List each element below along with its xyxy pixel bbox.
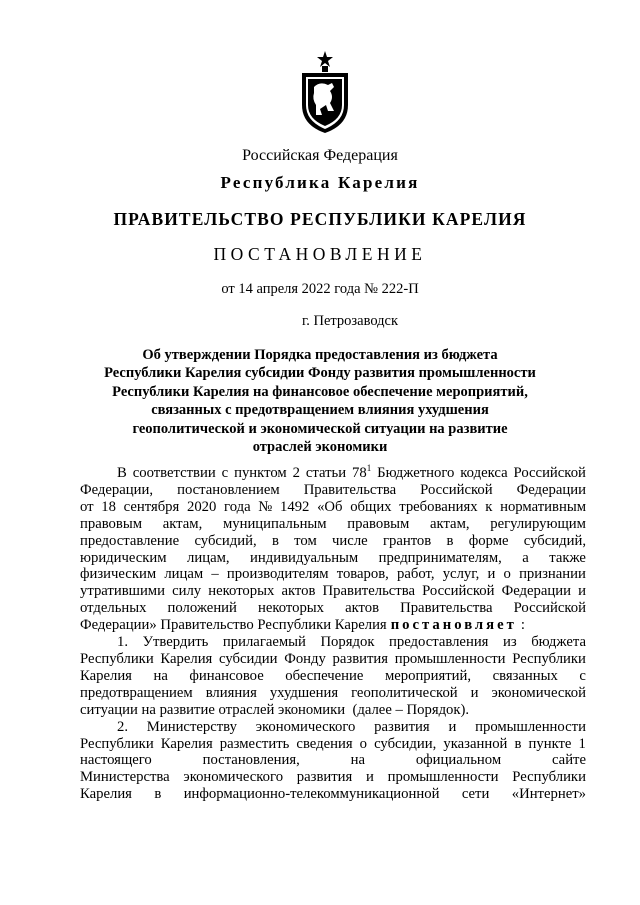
body-line — [80, 769, 586, 786]
body-word: Бюджетного — [377, 465, 455, 481]
body-word: на — [350, 752, 365, 769]
body-word: Республики — [80, 735, 154, 752]
karelia-coat-of-arms-icon — [298, 49, 352, 135]
body-word: Правительства — [303, 481, 397, 498]
body-line — [80, 719, 586, 736]
body-line — [80, 702, 586, 719]
body-word: Российской — [513, 465, 586, 481]
body-word: пункте — [528, 735, 572, 752]
body-word: влияния — [205, 684, 257, 701]
body-word: Карелия — [80, 786, 132, 803]
body-line — [80, 668, 586, 685]
body-word: муниципальным — [222, 515, 327, 532]
body-word: и — [448, 718, 457, 735]
body-word: утратившими — [80, 583, 165, 600]
body-line — [80, 685, 586, 702]
body-line — [80, 499, 586, 516]
body-word: лицам — [164, 566, 204, 583]
body-word: геополитической — [351, 684, 458, 701]
body-word: пунктом — [234, 465, 287, 481]
body-line — [80, 533, 586, 550]
body-word: на — [153, 667, 168, 684]
body-word: прилагаемый — [222, 634, 306, 651]
body-word: с — [579, 667, 586, 684]
body-word: Фонду — [284, 650, 326, 667]
body-word: и — [366, 769, 374, 786]
body-word: Российской — [513, 600, 586, 617]
body-word: статьи — [305, 465, 347, 481]
body-word: субсидий, — [523, 532, 586, 549]
body-text: ситуации на развитие отраслей экономики (далее – Порядок). — [80, 701, 470, 718]
title-line: Республики Карелия субсидии Фонду развития промышленности — [104, 365, 536, 382]
body-word: правовым — [347, 515, 410, 532]
body-word: сайте — [551, 752, 586, 769]
body-word: постановления, — [202, 752, 300, 769]
body-word: нормативным — [500, 498, 586, 515]
document-title — [80, 346, 560, 456]
footnote-superscript: 1 — [366, 463, 372, 474]
body-word: субсидии — [219, 650, 278, 667]
body-word: экономического — [255, 718, 356, 735]
body-word: субсидии, — [374, 735, 437, 752]
body-word: сентября — [123, 498, 180, 515]
body-word: в — [271, 532, 279, 549]
body-word: Карелия — [80, 667, 132, 684]
body-word: физическим — [80, 566, 157, 583]
body-text: : — [520, 617, 525, 634]
body-word: Федерации, — [80, 481, 154, 498]
body-word: Российской — [420, 481, 493, 498]
body-word: Республики — [512, 650, 586, 667]
body-text: Федерации» Правительство Республики Карелия — [80, 617, 387, 634]
date-number: от 14 апреля 2022 года № 222-П — [221, 281, 419, 297]
body-word: общих — [350, 498, 392, 515]
body-word: от — [80, 498, 94, 515]
body-word: Министерству — [146, 718, 237, 735]
body-line — [80, 617, 586, 634]
body-word: Республики — [512, 769, 586, 786]
title-line: Об утверждении Порядка предоставления из бюджета — [142, 347, 498, 363]
body-word: официальном — [415, 752, 502, 769]
body-word: предпринимателям, — [378, 549, 502, 566]
body-word: производителям — [226, 566, 329, 583]
body-word: некоторых — [208, 583, 275, 600]
body-word: Правительства — [322, 583, 415, 600]
body-line — [80, 786, 586, 803]
body-line — [80, 465, 586, 482]
body-line — [80, 736, 586, 753]
body-word: № — [258, 498, 273, 515]
body-word: предоставления — [389, 634, 489, 651]
body-line — [80, 634, 586, 651]
body-word: а — [522, 549, 529, 566]
body-word: 1492 — [280, 498, 310, 515]
body-word: форме — [468, 532, 509, 549]
body-word: правовым — [80, 515, 142, 532]
body-word: индивидуальным — [250, 549, 359, 566]
body-line — [80, 482, 586, 499]
body-word: актам, — [430, 515, 470, 532]
body-word: Федерации — [516, 481, 586, 498]
body-word: в — [154, 786, 162, 803]
body-word: настоящего — [80, 752, 152, 769]
body-word: указанной — [443, 735, 508, 752]
body-line — [80, 516, 586, 533]
body-word: также — [549, 549, 586, 566]
body-word: 2020 — [186, 498, 217, 515]
body-word: «Об — [317, 498, 343, 515]
body-word: Республики — [80, 650, 154, 667]
body-word: актов — [345, 600, 380, 617]
body-word: финансовое — [189, 667, 264, 684]
body-word: развития — [332, 650, 389, 667]
body-word: 1 — [578, 735, 586, 752]
body-word: и — [578, 583, 586, 600]
body-word: развития — [374, 718, 430, 735]
body-word: экономической — [491, 684, 586, 701]
body-word: 18 — [101, 498, 116, 515]
body-word: лицам, — [187, 549, 230, 566]
body-word: 2. — [117, 718, 129, 735]
body-word: признании — [519, 566, 586, 583]
body-word: Карелия — [160, 735, 213, 752]
body-word: и — [487, 566, 496, 583]
body-word: ухудшения — [269, 684, 339, 701]
title-line: связанных с предотвращением влияния ухудшения — [151, 402, 489, 419]
body-word: предоставление — [80, 532, 180, 549]
government-name: ПРАВИТЕЛЬСТВО РЕСПУБЛИКИ КАРЕЛИЯ — [113, 209, 527, 229]
body-word: том — [294, 532, 317, 549]
body-line — [80, 600, 586, 617]
body-word: соответствии — [132, 465, 216, 481]
body-word: информационно-телекоммуникационной — [183, 786, 440, 803]
body-word: из — [502, 634, 517, 651]
body-line — [80, 550, 586, 567]
body-word: обеспечение — [285, 667, 364, 684]
body-word: числе — [332, 532, 368, 549]
document-body — [80, 465, 586, 803]
body-word: развития — [296, 769, 353, 786]
body-word: сети — [461, 786, 490, 803]
body-word: грантов — [382, 532, 432, 549]
body-word: Российской — [422, 583, 495, 600]
body-word: требованиях — [399, 498, 478, 515]
document-type: ПОСТАНОВЛЕНИЕ — [213, 244, 427, 264]
body-word: Карелия — [160, 650, 213, 667]
body-word: товаров, — [336, 566, 389, 583]
body-word: постановлением — [177, 481, 280, 498]
body-word: года — [224, 498, 251, 515]
body-word: силу — [172, 583, 202, 600]
body-word: промышленности — [394, 650, 506, 667]
body-word: отдельных — [80, 600, 147, 617]
body-word: некоторых — [257, 600, 325, 617]
body-word: Федерации — [501, 583, 571, 600]
body-line — [80, 566, 586, 583]
body-word: промышленности — [475, 718, 586, 735]
body-word: «Интернет» — [511, 786, 586, 803]
body-word: сведения — [296, 735, 353, 752]
body-word: о — [359, 735, 368, 752]
body-word: Утвердить — [142, 634, 209, 651]
title-line: отраслей экономики — [252, 439, 388, 456]
body-word: предотвращением — [80, 684, 193, 701]
body-word: – — [211, 566, 219, 583]
body-word: положений — [167, 600, 237, 617]
body-word: промышленности — [387, 769, 499, 786]
body-word: работ, — [397, 566, 435, 583]
country-name: Российская Федерация — [242, 147, 398, 164]
body-word: услуг, — [442, 566, 480, 583]
republic-name: Республика Карелия — [220, 173, 420, 192]
body-word: актов — [281, 583, 316, 600]
body-line — [80, 583, 586, 600]
body-word: актам, — [162, 515, 203, 532]
body-line — [80, 752, 586, 769]
decree-word: постановляет — [390, 617, 517, 634]
body-word: кодекса — [460, 465, 508, 481]
body-word: 1. — [117, 634, 129, 651]
body-word: в — [446, 532, 454, 549]
body-word: юридическим — [80, 549, 167, 566]
body-word: бюджета — [531, 634, 586, 651]
body-word: разместить — [219, 735, 290, 752]
body-word: $78^1$ — [352, 463, 372, 481]
body-word: и — [470, 684, 479, 701]
body-word: связанных — [492, 667, 558, 684]
body-word: о — [503, 566, 511, 583]
body-word: 2 — [292, 465, 300, 481]
body-word: мероприятий, — [384, 667, 472, 684]
body-line — [80, 651, 586, 668]
body-word: Министерства — [80, 769, 170, 786]
city: г. Петрозаводск — [301, 313, 399, 329]
body-word: регулирующим — [490, 515, 586, 532]
body-word: к — [485, 498, 493, 515]
body-word: в — [514, 735, 522, 752]
body-word: экономического — [183, 769, 284, 786]
body-word: субсидий, — [194, 532, 257, 549]
body-word: В — [117, 465, 127, 481]
body-word: Порядок — [320, 634, 375, 651]
title-line: геополитической и экономической ситуации на развитие — [132, 420, 508, 437]
title-line: Республики Карелия на финансовое обеспечение мероприятий, — [112, 383, 528, 400]
body-word: с — [221, 465, 229, 481]
body-word: Правительства — [400, 600, 493, 617]
